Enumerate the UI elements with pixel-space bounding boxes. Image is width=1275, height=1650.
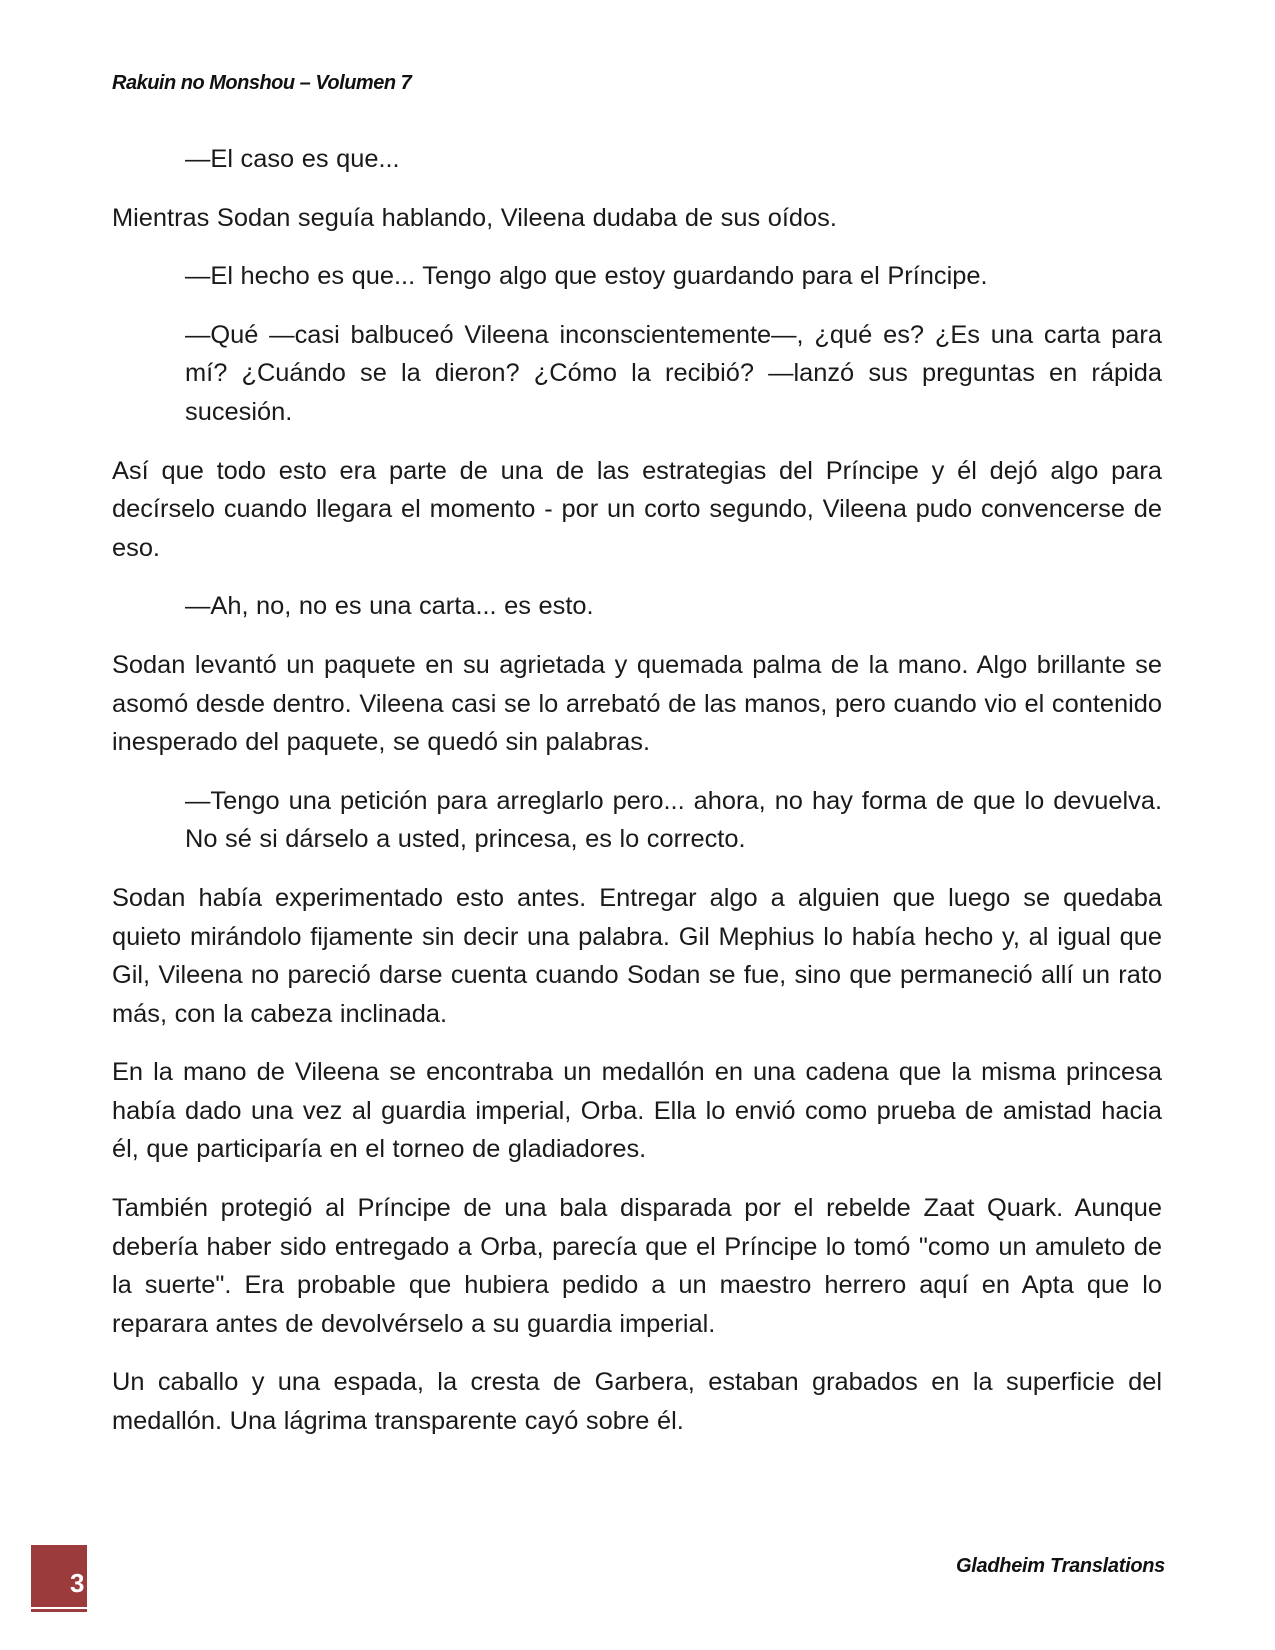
- paragraph-narration: Un caballo y una espada, la cresta de Garbera, estaban grabados en la superficie del medallón. Una lágrima transparente cayó sobre él.: [112, 1368, 1162, 1436]
- paragraph-narration: Sodan había experimentado esto antes. Entregar algo a alguien que luego se quedaba quieto mirándolo fijamente sin decir una palabra. Gil Mephius lo había hecho y, al igual que Gil, Vileena no pareció darse cuenta cuando Sodan se fue, sino que permaneció allí un rato más, con la cabeza inclinada.: [112, 883, 1162, 1028]
- paragraph-narration: Sodan levantó un paquete en su agrietada y quemada palma de la mano. Algo brillante se asomó desde dentro. Vileena casi se lo arrebató de las manos, pero cuando vio el contenido inesperado del paquete, se quedó sin palabras.: [112, 650, 1162, 757]
- paragraph-narration: También protegió al Príncipe de una bala disparada por el rebelde Zaat Quark. Aunque debería haber sido entregado a Orba, parecía que el Príncipe lo tomó "como un amuleto de la suerte". Era probable que hubiera pedido a un maestro herrero aquí en Apta que lo reparara antes de devolvérselo a su guardia imperial.: [112, 1194, 1162, 1338]
- paragraph-dialog: —Qué —casi balbuceó Vileena inconscientemente—, ¿qué es? ¿Es una carta para mí? ¿Cuándo se la dieron? ¿Cómo la recibió? —lanzó sus preguntas en rápida sucesión.: [185, 320, 1162, 426]
- paragraph-narration: En la mano de Vileena se encontraba un medallón en una cadena que la misma princesa había dado una vez al guardia imperial, Orba. Ella lo envió como prueba de amistad hacia él, que participaría en el torneo de gladiadores.: [112, 1058, 1162, 1164]
- paragraph-dialog: —El hecho es que... Tengo algo que estoy guardando para el Príncipe.: [185, 262, 988, 291]
- page-number-underline: [31, 1609, 87, 1612]
- running-header: Rakuin no Monshou – Volumen 7: [112, 72, 412, 94]
- footer-credit: Gladheim Translations: [956, 1555, 1165, 1577]
- paragraph-narration: Mientras Sodan seguía hablando, Vileena dudaba de sus oídos.: [112, 203, 837, 232]
- paragraph-dialog: —Tengo una petición para arreglarlo pero... ahora, no hay forma de que lo devuelva. No sé si dárselo a usted, princesa, es lo correcto.: [185, 786, 1162, 854]
- page-number: 3: [70, 1568, 85, 1598]
- paragraph-dialog: —El caso es que...: [185, 145, 400, 173]
- paragraph-narration: Así que todo esto era parte de una de las estrategias del Príncipe y él dejó algo para decírselo cuando llegara el momento - por un corto segundo, Vileena pudo convencerse de eso.: [112, 456, 1162, 562]
- page-body: [112, 140, 1162, 1461]
- paragraph-dialog: —Ah, no, no es una carta... es esto.: [185, 592, 594, 621]
